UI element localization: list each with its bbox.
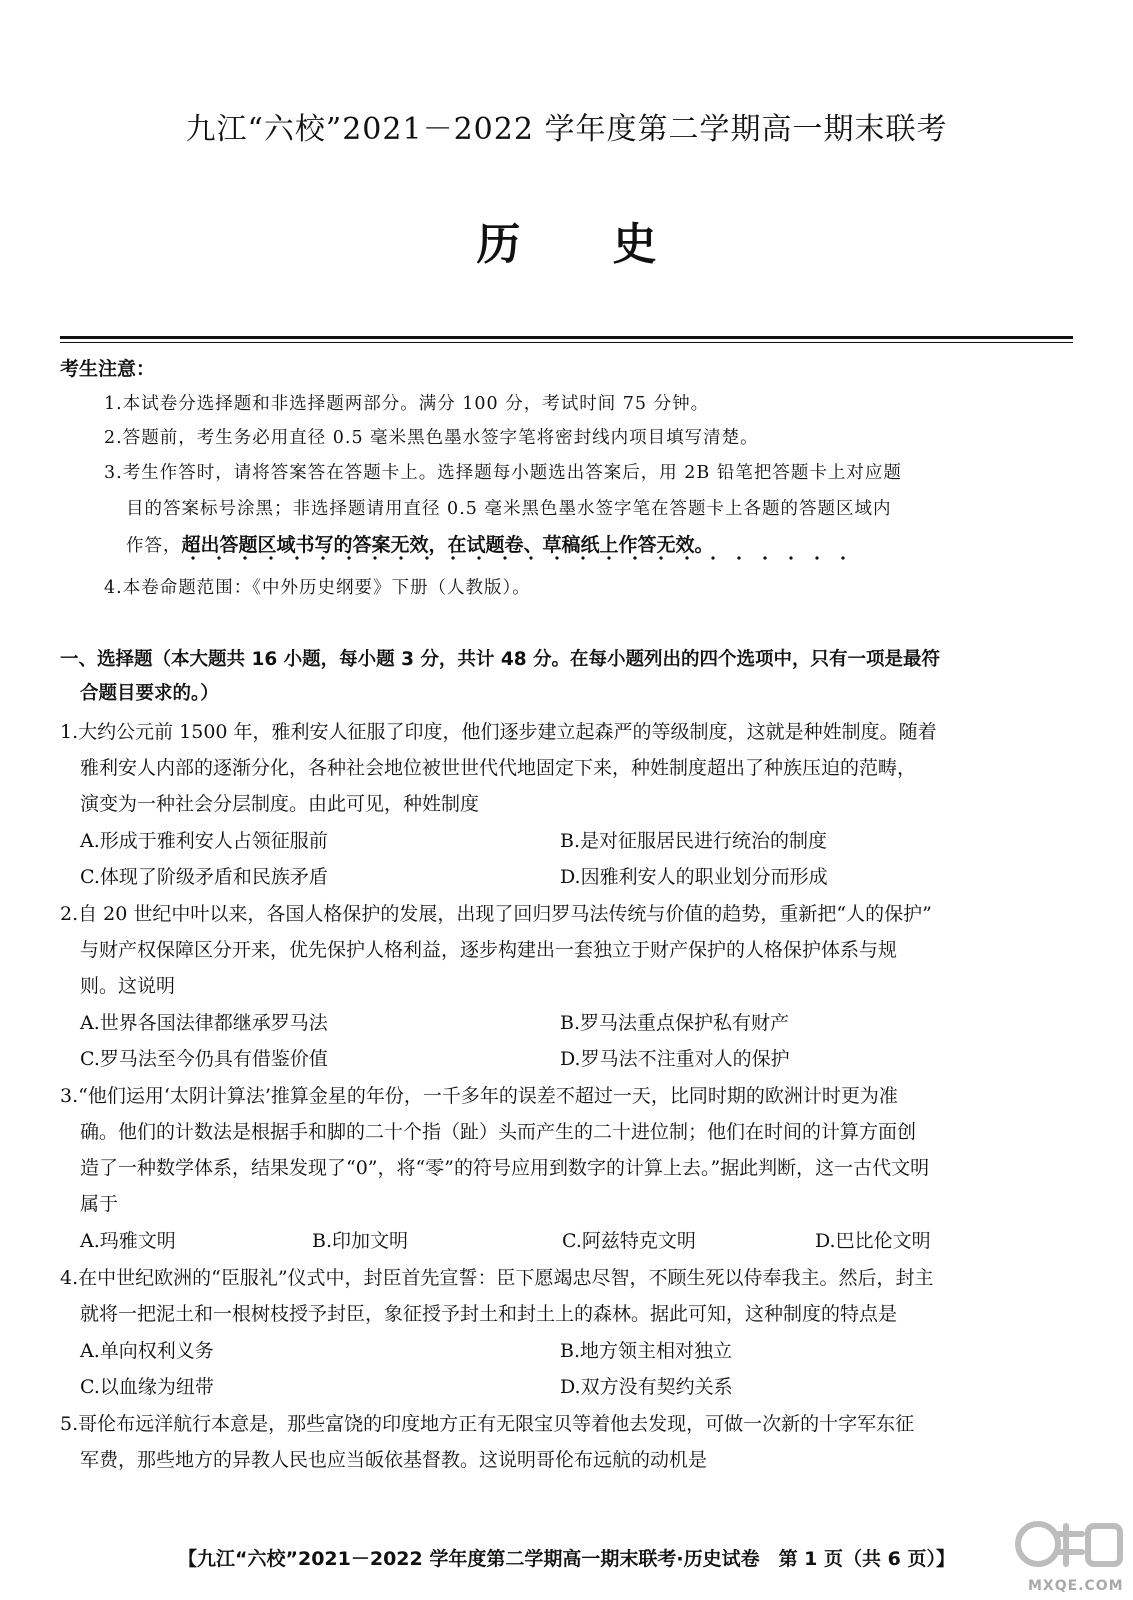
page-footer: 【九江“六校”2021－2022 学年度第二学期高一期末联考·历史试卷 第 1 页（共 6 页）】 bbox=[178, 1548, 955, 1570]
question-3-line-1: 3.“他们运用‘太阴计算法’推算金星的年份，一千多年的误差不超过一天，比同时期的欧洲计时更为准 bbox=[60, 1085, 898, 1107]
question-1-option-b: B.是对征服居民进行统治的制度 bbox=[560, 830, 828, 852]
subject-char-1: 历 bbox=[476, 219, 521, 270]
question-5-line-2: 军费，那些地方的异教人民也应当皈依基督教。这说明哥伦布远航的动机是 bbox=[80, 1449, 708, 1471]
question-4-option-b: B.地方领主相对独立 bbox=[560, 1340, 733, 1362]
subject-title bbox=[0, 208, 1133, 272]
emphasis-dots bbox=[180, 556, 860, 560]
question-4-option-a: A.单向权利义务 bbox=[80, 1340, 214, 1362]
question-2-option-d: D.罗马法不注重对人的保护 bbox=[560, 1048, 790, 1070]
subject-char-2: 史 bbox=[612, 219, 657, 270]
question-1-option-c: C.体现了阶级矛盾和民族矛盾 bbox=[80, 866, 328, 888]
question-2-option-b: B.罗马法重点保护私有财产 bbox=[560, 1012, 790, 1034]
question-4-option-c: C.以血缘为纽带 bbox=[80, 1376, 214, 1398]
notice-item-3-prefix: 作答， bbox=[126, 536, 182, 556]
question-1-line-3: 演变为一种社会分层制度。由此可见，种姓制度 bbox=[80, 793, 480, 815]
notice-item-4: 4.本卷命题范围：《中外历史纲要》下册（人教版）。 bbox=[104, 578, 531, 598]
question-1-line-2: 雅利安人内部的逐渐分化，各种社会地位被世世代代地固定下来，种姓制度超出了种族压迫的范畴， bbox=[80, 757, 917, 779]
question-3-option-d: D.巴比伦文明 bbox=[815, 1230, 931, 1252]
question-2-line-2: 与财产权保障区分开来，优先保护人格利益，逐步构建出一套独立于财产保护的人格保护体系与规 bbox=[80, 939, 898, 961]
exam-title: 九江“六校”2021－2022 学年度第二学期高一期末联考 bbox=[185, 112, 948, 147]
section-heading-line-2: 合题目要求的。） bbox=[80, 683, 219, 704]
header-rule-thin bbox=[60, 342, 1073, 343]
question-2-line-3: 则。这说明 bbox=[80, 975, 176, 997]
question-2-line-1: 2.自 20 世纪中叶以来，各国人格保护的发展，出现了回归罗马法传统与价值的趋势，重新把“人的保护” bbox=[60, 903, 932, 925]
question-3-option-b: B.印加文明 bbox=[312, 1230, 409, 1252]
question-1-line-1: 1.大约公元前 1500 年，雅利安人征服了印度，他们逐步建立起森严的等级制度，这就是种姓制度。随着 bbox=[60, 721, 937, 743]
question-4-line-1: 4.在中世纪欧洲的“臣服礼”仪式中，封臣首先宣誓：臣下愿竭忠尽智，不顾生死以侍奉我主。然后，封主 bbox=[60, 1267, 934, 1289]
question-2-option-c: C.罗马法至今仍具有借鉴价值 bbox=[80, 1048, 328, 1070]
question-1-option-a: A.形成于雅利安人占领征服前 bbox=[80, 830, 328, 852]
question-4-option-d: D.双方没有契约关系 bbox=[560, 1376, 733, 1398]
watermark-text: MXQE.COM bbox=[1028, 1578, 1124, 1594]
notice-item-2: 2.答题前，考生务必用直径 0.5 毫米黑色墨水签字笔将密封线内项目填写清楚。 bbox=[104, 428, 759, 448]
notice-item-1: 1.本试卷分选择题和非选择题两部分。满分 100 分，考试时间 75 分钟。 bbox=[104, 394, 710, 414]
question-3-option-c: C.阿兹特克文明 bbox=[562, 1230, 696, 1252]
question-3-line-2: 确。他们的计数法是根据手和脚的二十个指（趾）头而产生的二十进位制；他们在时间的计算方面创 bbox=[80, 1121, 917, 1143]
notice-item-3-line-1: 3.考生作答时，请将答案答在答题卡上。选择题每小题选出答案后，用 2B 铅笔把答题卡上对应题 bbox=[104, 463, 902, 483]
question-5-line-1: 5.哥伦布远洋航行本意是，那些富饶的印度地方正有无限宝贝等着他去发现，可做一次新的十字军东征 bbox=[60, 1413, 915, 1435]
notice-emphasis: 超出答题区域书写的答案无效，在试题卷、草稿纸上作答无效。 bbox=[181, 534, 714, 556]
question-1-option-d: D.因雅利安人的职业划分而形成 bbox=[560, 866, 828, 888]
question-3-line-3: 造了一种数学体系，结果发现了“0”，将“零”的符号应用到数字的计算上去。”据此判断，这一古代文明 bbox=[80, 1157, 930, 1179]
question-3-line-4: 属于 bbox=[80, 1193, 119, 1215]
header-rule-thick bbox=[60, 336, 1073, 339]
question-4-line-2: 就将一把泥土和一根树枝授予封臣，象征授予封土和封土上的森林。据此可知，这种制度的特点是 bbox=[80, 1303, 898, 1325]
question-2-option-a: A.世界各国法律都继承罗马法 bbox=[80, 1012, 328, 1034]
section-heading-line-1: 一、选择题（本大题共 16 小题，每小题 3 分，共计 48 分。在每小题列出的四个选项中，只有一项是最符 bbox=[60, 649, 941, 670]
notice-item-3-line-2: 目的答案标号涂黑；非选择题请用直径 0.5 毫米黑色墨水签字笔在答题卡上各题的答题区域内 bbox=[126, 499, 892, 519]
notice-heading: 考生注意： bbox=[60, 358, 156, 380]
question-3-option-a: A.玛雅文明 bbox=[80, 1230, 176, 1252]
